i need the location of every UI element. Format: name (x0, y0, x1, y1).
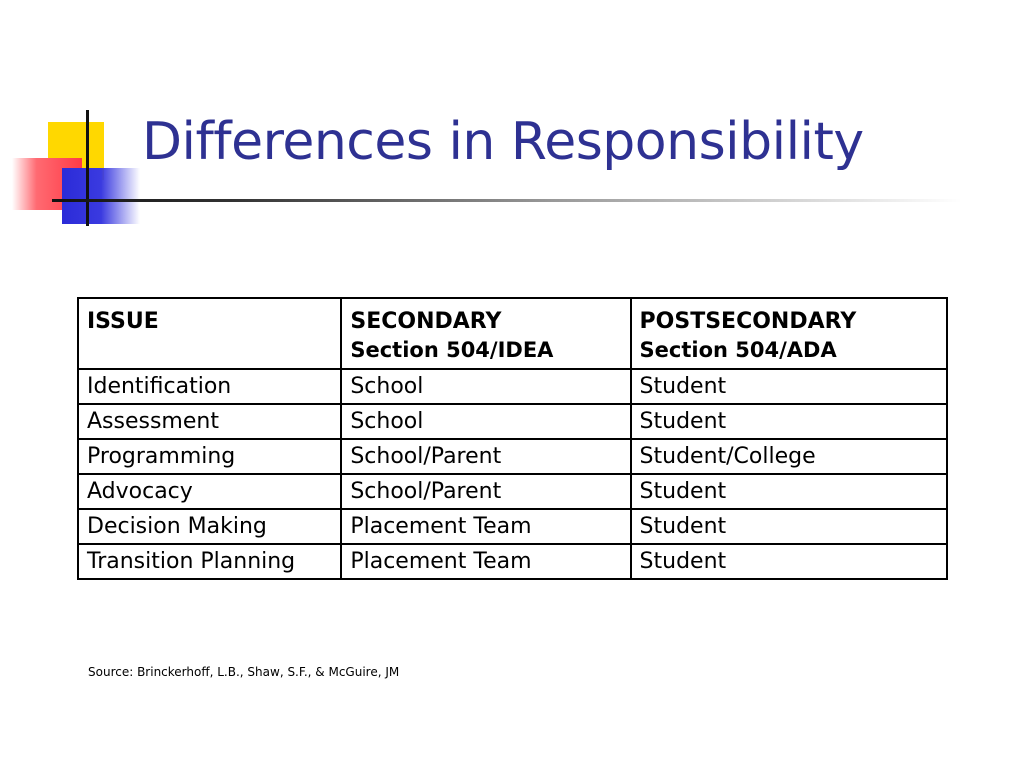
blue-square-decoration (62, 168, 140, 224)
cell-secondary: School/Parent (341, 439, 630, 474)
cell-issue: Identification (78, 369, 341, 404)
header-secondary (341, 298, 630, 369)
title-underline-rule (52, 199, 962, 202)
cell-issue: Advocacy (78, 474, 341, 509)
cell-secondary: School (341, 404, 630, 439)
header-postsecondary-label: POSTSECONDARY (639, 309, 857, 334)
table-row (78, 544, 947, 579)
cell-postsecondary: Student/College (631, 439, 947, 474)
source-citation: Source: Brinckerhoff, L.B., Shaw, S.F., & McGuire, JM (88, 665, 400, 679)
header-secondary-sub: Section 504/IDEA (350, 338, 554, 362)
responsibility-table (77, 297, 948, 580)
table-row (78, 404, 947, 439)
table-row (78, 474, 947, 509)
table-header-row (78, 298, 947, 369)
table-row (78, 369, 947, 404)
cell-postsecondary: Student (631, 474, 947, 509)
cell-secondary: School/Parent (341, 474, 630, 509)
cell-secondary: Placement Team (341, 544, 630, 579)
header-postsecondary (631, 298, 947, 369)
table-row (78, 439, 947, 474)
slide-title: Differences in Responsibility (142, 112, 864, 172)
vertical-rule-decoration (86, 110, 89, 226)
cell-issue: Assessment (78, 404, 341, 439)
cell-secondary: Placement Team (341, 509, 630, 544)
cell-issue: Decision Making (78, 509, 341, 544)
cell-postsecondary: Student (631, 369, 947, 404)
cell-postsecondary: Student (631, 404, 947, 439)
table-row (78, 509, 947, 544)
cell-secondary: School (341, 369, 630, 404)
header-secondary-label: SECONDARY (350, 309, 502, 334)
cell-issue: Transition Planning (78, 544, 341, 579)
cell-postsecondary: Student (631, 509, 947, 544)
header-issue (78, 298, 341, 369)
cell-postsecondary: Student (631, 544, 947, 579)
header-postsecondary-sub: Section 504/ADA (639, 338, 837, 362)
header-issue-label: ISSUE (87, 309, 159, 334)
cell-issue: Programming (78, 439, 341, 474)
